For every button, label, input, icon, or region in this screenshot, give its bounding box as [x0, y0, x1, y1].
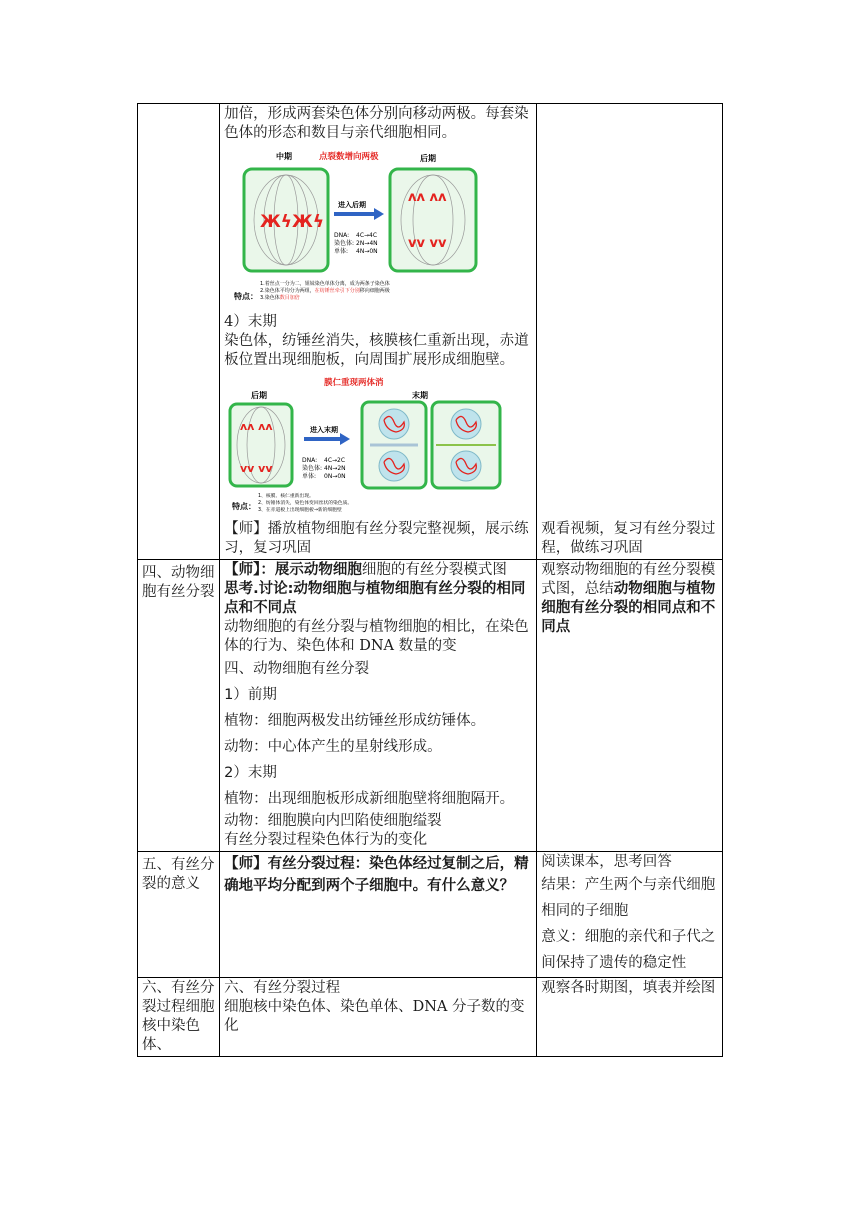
anaphase-description: 加倍，形成两套染色体分别向移动两极。每套染色体的形态和数目与亲代细胞相同。 — [224, 106, 529, 141]
fig2-monomer-val: 0N→0N — [324, 473, 346, 480]
fig2-feature2: 2、纺锤体消失，染色体变回丝状的染色质。 — [258, 501, 353, 506]
fig1-feature1: 1.着丝点一分为二，姐妹染色单体分离，成为两条子染色体 — [260, 281, 390, 287]
student-read: 阅读课本，思考回答 — [541, 854, 672, 870]
fig2-title: 膜仁重现两体消 — [324, 378, 384, 388]
summary-line: 有丝分裂过程染色体行为的变化 — [224, 832, 428, 848]
fig1-chrom-val: 2N→4N — [356, 240, 378, 247]
meaning-text: 意义：细胞的亲代和子代之间保持了遗传的稳定性 — [541, 929, 716, 971]
anaphase-cell — [390, 169, 476, 271]
student-activity-cell — [537, 852, 723, 978]
fig1-monomer: 单体: — [334, 248, 349, 255]
table-row — [138, 852, 723, 978]
fig2-label-right: 末期 — [412, 391, 429, 400]
plant-telophase: 植物：出现细胞板形成新细胞壁将细胞隔开。 — [224, 791, 515, 807]
teacher-question: 思考.讨论:动物细胞与植物细胞有丝分裂的相同点和不同点 — [224, 581, 526, 616]
student-activity-cell — [537, 560, 723, 852]
fig2-dna-val: 4C→2C — [324, 457, 346, 464]
student-observe — [541, 561, 718, 637]
fig1-feature3a: 3.染色体 — [260, 295, 280, 301]
student-video-text: 观看视频，复习有丝分裂过程，做练习巩固 — [541, 521, 716, 556]
fig1-monomer-val: 4N→0N — [356, 248, 378, 255]
student-observe-b: 动物细胞与植物细胞有丝分裂的相同点和不同点 — [541, 581, 716, 635]
animal-telophase: 动物：细胞膜向内凹陷使细胞缢裂 — [224, 813, 442, 829]
fig1-label-right: 后期 — [420, 154, 437, 163]
teacher-process-title: 六、有丝分裂过程 — [224, 980, 341, 996]
fig1-chrom: 染色体: — [334, 240, 355, 247]
fig2-chrom: 染色体: — [302, 465, 323, 472]
metaphase-chromosomes: ЖϟЖϟ — [260, 212, 325, 232]
fig1-title: 点裂数增向两极 — [319, 152, 379, 162]
teacher-activity-cell — [220, 104, 537, 560]
fig2-features-label: 特点： — [232, 502, 257, 511]
lesson-table — [137, 103, 723, 1057]
fig2-arrow-label: 进入末期 — [310, 426, 339, 434]
teacher-intro — [224, 561, 532, 580]
fig1-dna: DNA: — [334, 232, 350, 239]
fig1-feature3b: 数目加倍 — [279, 295, 300, 301]
anaphase-figure — [224, 149, 524, 309]
fig1-feature2 — [260, 287, 390, 294]
fig2-feature1: 1、核膜、核仁重新出现。 — [258, 494, 314, 499]
arrow-icon — [334, 208, 384, 220]
fig1-arrow-label: 进入后期 — [338, 201, 367, 209]
teacher-activity-cell — [220, 978, 537, 1057]
result-text: 结果：产生两个与亲代细胞相同的子细胞 — [541, 877, 716, 919]
student-observe-a: 观察动物细胞的有丝分裂模式图，总结 — [541, 562, 716, 597]
arrow-icon — [304, 433, 350, 445]
fig2-dna: DNA: — [302, 457, 318, 464]
student-activity-cell — [537, 104, 723, 560]
table-row — [138, 560, 723, 852]
teacher-video-text: 【师】播放植物细胞有丝分裂完整视频，展示练习，复习巩固 — [224, 521, 529, 556]
fig1-features-label: 特点： — [234, 292, 259, 301]
phase-prophase: 1）前期 — [224, 687, 277, 703]
animal-heading: 四、动物细胞有丝分裂 — [224, 661, 370, 677]
animal-prophase: 动物：中心体产生的星射线形成。 — [224, 739, 442, 755]
teacher-activity-cell — [220, 560, 537, 852]
teacher-activity-cell — [220, 852, 537, 978]
fig1-feature3 — [260, 294, 300, 301]
teacher-process-text: 细胞核中染色体、染色单体、DNA 分子数的变化 — [224, 999, 525, 1034]
section-significance: 五、有丝分裂的意义 — [138, 852, 220, 978]
upper-chromosomes: ʌʌ ʌʌ — [408, 190, 447, 205]
fig2-chrom-val: 4N→2N — [324, 465, 346, 472]
fig1-label-left: 中期 — [276, 152, 293, 161]
phase-telophase: 2）末期 — [224, 765, 277, 781]
lower-chromosomes: vv vv — [408, 236, 447, 251]
section-animal-mitosis: 四、动物细胞有丝分裂 — [138, 560, 220, 852]
teacher-intro-a: 【师】：展示动物细胞 — [224, 562, 362, 578]
table-row — [138, 978, 723, 1057]
fig1-dna-val: 4C→4C — [356, 232, 378, 239]
fig2-label-left: 后期 — [251, 391, 268, 400]
plant-prophase: 植物：细胞两极发出纺锤丝形成纺锤体。 — [224, 713, 486, 729]
section-cell-empty — [138, 104, 220, 560]
fig2-feature3: 3、在赤道板上出现细胞板→新的细胞壁 — [258, 508, 342, 513]
fig1-feature2a: 2.染色体平均分为两组， — [260, 288, 315, 294]
table-row — [138, 104, 723, 560]
svg-text:vv vv: vv vv — [240, 462, 273, 475]
svg-text:ʌʌ ʌʌ: ʌʌ ʌʌ — [240, 420, 273, 433]
teacher-significance: 【师】有丝分裂过程：染色体经过复制之后，精确地平均分配到两个子细胞中。有什么意义？ — [224, 856, 529, 894]
compare-text: 动物细胞的有丝分裂与植物细胞的相比，在染色体的行为、染色体和 DNA 数量的变 — [224, 619, 529, 654]
fig2-monomer: 单体: — [302, 473, 317, 480]
section-chromosome-count: 六、有丝分裂过程细胞核中染色体、 — [138, 978, 220, 1057]
telophase-figure — [224, 376, 524, 516]
student-fill-table: 观察各时期图，填表并绘图 — [541, 980, 716, 996]
telophase-description: 染色体，纺锤丝消失，核膜核仁重新出现，赤道板位置出现细胞板，向周围扩展形成细胞壁。 — [224, 333, 529, 368]
student-activity-cell — [537, 978, 723, 1057]
teacher-intro-b: 细胞的有丝分裂模式图 — [361, 562, 507, 578]
fig1-feature2c: 移向细胞两极 — [359, 288, 390, 294]
telophase-title: 4）末期 — [224, 314, 277, 330]
fig1-feature2b: 在纺锤丝牵引下分别 — [314, 288, 360, 294]
